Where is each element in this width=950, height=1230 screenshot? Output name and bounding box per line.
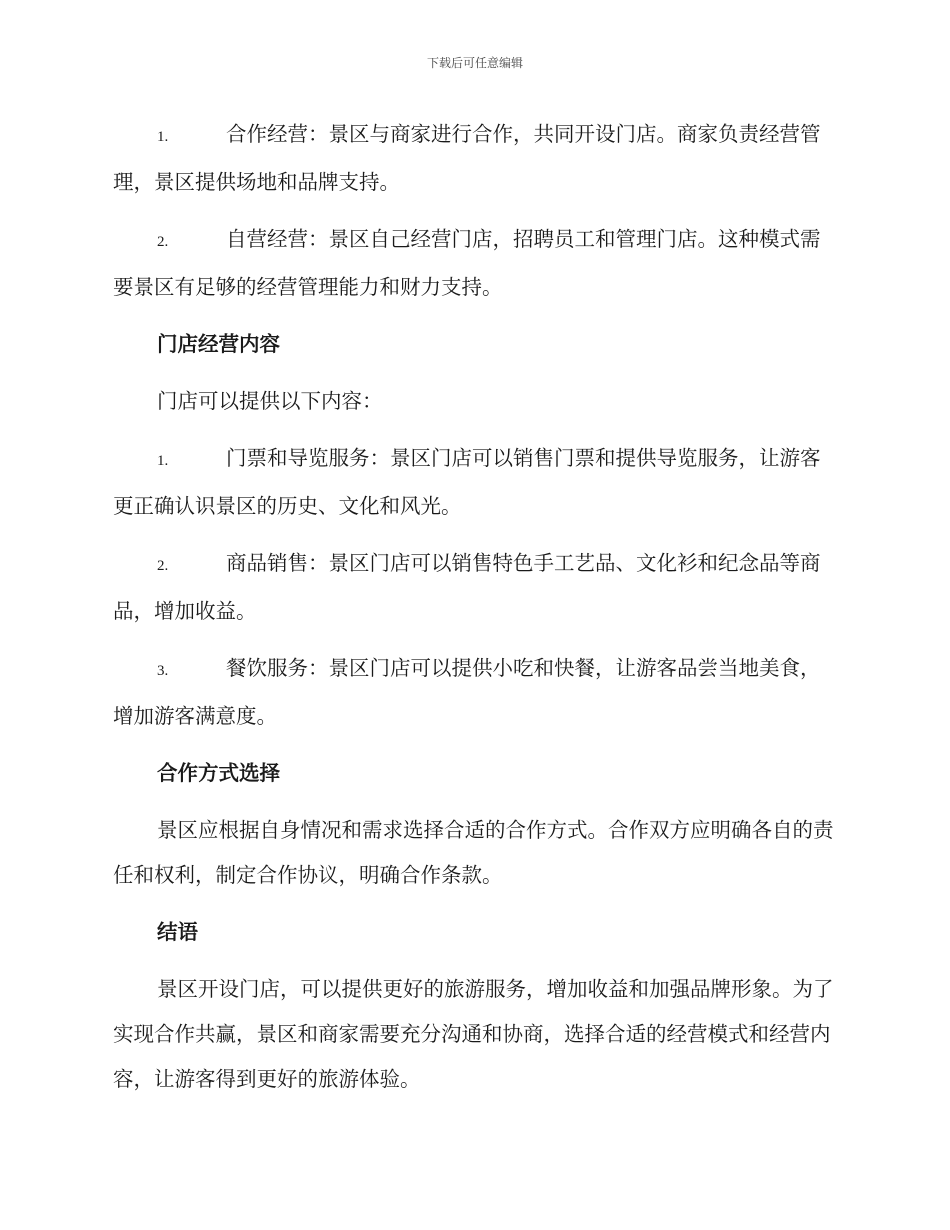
list-item (113, 217, 838, 310)
list-text: 合作经营：景区与商家进行合作，共同开设门店。商家负责经营管理，景区提供场地和品牌支持。 (113, 122, 821, 194)
header-note: 下载后可任意编辑 (426, 56, 523, 70)
list-item (113, 112, 838, 205)
list-number: 2. (157, 234, 169, 250)
section-paragraph: 景区应根据自身情况和需求选择合适的合作方式。合作双方应明确各自的责任和权利，制定合作协议，明确合作条款。 (113, 818, 834, 887)
section-heading-content: 门店经营内容 (157, 332, 280, 356)
list-text: 商品销售：景区门店可以销售特色手工艺品、文化衫和纪念品等商品，增加收益。 (113, 551, 821, 623)
section-heading-cooperation: 合作方式选择 (157, 761, 280, 785)
list-text: 餐饮服务：景区门店可以提供小吃和快餐，让游客品尝当地美食，增加游客满意度。 (113, 656, 821, 728)
section-paragraph: 景区开设门店，可以提供更好的旅游服务，增加收益和加强品牌形象。为了实现合作共赢，景区和商家需要充分沟通和协商，选择合适的经营模式和经营内容，让游客得到更好的旅游体验。 (113, 977, 834, 1091)
list-text: 自营经营：景区自己经营门店，招聘员工和管理门店。这种模式需要景区有足够的经营管理能力和财力支持。 (113, 227, 821, 299)
section-heading-conclusion: 结语 (157, 920, 198, 944)
list-item (113, 541, 838, 634)
section-intro: 门店可以提供以下内容： (157, 389, 383, 413)
list-number: 3. (157, 663, 169, 679)
list-text: 门票和导览服务：景区门店可以销售门票和提供导览服务，让游客更正确认识景区的历史、文化和风光。 (113, 446, 821, 518)
list-number: 1. (157, 129, 169, 145)
list-item (113, 646, 838, 739)
document-body (113, 112, 838, 1114)
list-item (113, 436, 838, 529)
list-number: 2. (157, 558, 169, 574)
list-number: 1. (157, 453, 169, 469)
